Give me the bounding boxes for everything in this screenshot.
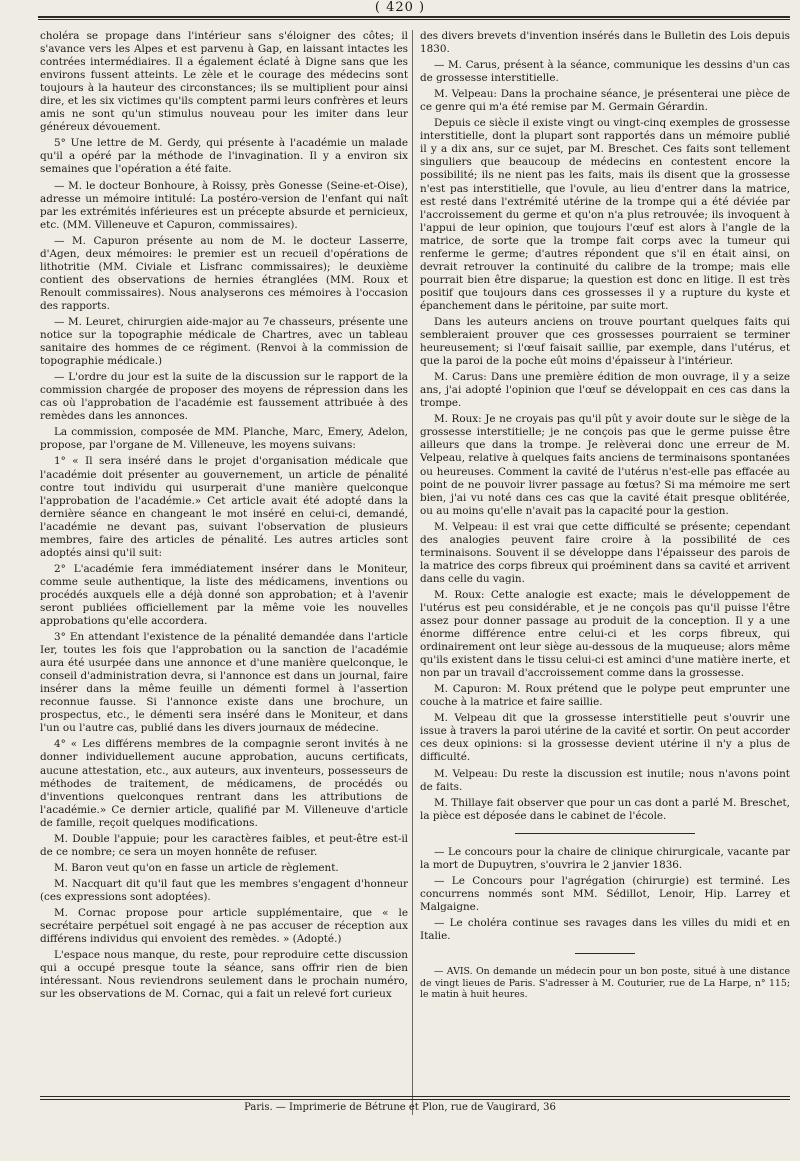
advert: — AVIS. On demande un médecin pour un bon poste, situé à une distance de vingt lieues de Paris. S'adresser à M. Couturier, rue de La Harpe, n° 115; le matin à huit heures. [420,966,790,1001]
paragraph: — M. le docteur Bonhoure, à Roissy, près Gonesse (Seine-et-Oise), adresse un mémoire intitulé: La postéro-version de l'enfant qui naît par les extrémités inférieures est un précepte absurde et pernicieux, etc. (MM. Villeneuve et Capuron, commissaires). [40,179,408,231]
paragraph: — L'ordre du jour est la suite de la discussion sur le rapport de la commission chargée de proposer des moyens de répression dans les cas où l'approbation de l'académie est faussement attribuée à des remèdes dans les annonces. [40,371,408,423]
left-column [40,30,408,1100]
notice: — Le choléra continue ses ravages dans les villes du midi et en Italie. [420,916,790,942]
paragraph: M. Baron veut qu'on en fasse un article de règlement. [54,861,339,874]
paragraph: La commission, composée de MM. Planche, Marc, Emery, Adelon, propose, par l'organe de M. Villeneuve, les moyens suivans: [40,426,408,452]
page-number: ( 420 ) [374,0,426,15]
paragraph: M. Capuron: M. Roux prétend que le polype peut emprunter une couche à la matrice et faire saillie. [420,683,790,709]
right-column [420,30,790,1100]
paragraph: M. Cornac propose pour article supplémentaire, que « le secrétaire perpétuel soit engagé à ne pas accuser de réception aux différens individus qui envoient des remèdes. » (Adopté.) [40,907,408,946]
header-rule [38,16,790,20]
column-divider [412,30,413,1115]
section-separator [575,953,635,954]
paragraph: M. Roux: Je ne croyais pas qu'il pût y avoir doute sur le siège de la grossesse interstitielle; je ne conçois pas que le germe puisse être ailleurs que dans la trompe. Je relèverai donc une erreur de M. Velpeau, relative à quelques faits anciens de terminaisons spontanées ou heureuses. Comment la cavité de l'utérus n'est-elle pas effacée au point de ne pouvoir livrer passage au fœtus? Si ma mémoire me sert bien, j'ai vu noté dans ces cas que la cavité était presque oblitérée, ou au moins qu'elle n'avait pas la capacité pour la gestion. [420,413,790,517]
paragraph: Dans les auteurs anciens on trouve pourtant quelques faits qui sembleraient prouver que ces grossesses pourraient se terminer heureusement; si l'œuf faisait saillie, par exemple, dans l'utérus, et que la paroi de la poche eût moins d'épaisseur à l'intérieur. [420,315,790,368]
notice: — Le concours pour la chaire de clinique chirurgicale, vacante par la mort de Dupuytren, s'ouvrira le 2 janvier 1836. [420,845,790,871]
paragraph: — M. Capuron présente au nom de M. le docteur Lasserre, d'Agen, deux mémoires: le premier est un recueil d'opérations de lithotritie (MM. Civiale et Lisfranc commissaires); le deuxième contient des observations de hernies étranglées (MM. Roux et Renoult commissaires). Nous analyserons ces mémoires à l'occasion des rapports. [40,234,408,312]
section-separator [515,833,695,834]
paragraph: Depuis ce siècle il existe vingt ou vingt-cinq exemples de grossesse interstitielle, dont la plupart sont rapportés dans un mémoire publié il y a dix ans, sur ce sujet, par M. Breschet. Ces faits sont tellement singuliers que beaucoup de médecins en contestent encore la possibilité; ils ne nient pas les faits, mais ils disent que la grossesse n'est pas interstitielle, que l'ovule, au lieu d'entrer dans la matrice, est resté dans l'extrémité utérine de la trompe qui a été déviée par l'accroissement du germe et qu'on n'a plus retrouvée; ils invoquent à l'appui de leur opinion, que toujours l'œuf est alors à l'angle de la matrice, de sorte que la trompe fait corps avec la tumeur qui renferme le germe; d'autres répondent que s'il en était ainsi, on devrait retrouver la continuité du calibre de la trompe; mais elle pourrait bien être disparue; la question est donc en litige. Il est très positif que toujours dans ces grossesses il y a rupture du kyste et épanchement dans le péritoine, par suite mort. [420,117,790,312]
paragraph: M. Velpeau dit que la grossesse interstitielle peut s'ouvrir une issue à travers la paroi utérine de la cavité et sortir. On peut accorder ces deux opinions: si la grossesse devient utérine il n'y a plus de difficulté. [420,712,790,764]
paragraph: M. Thillaye fait observer que pour un cas dont a parlé M. Breschet, la pièce est déposée dans le cabinet de l'école. [420,796,790,822]
paragraph: des divers brevets d'invention insérés dans le Bulletin des Lois depuis 1830. [420,30,790,56]
paragraph: M. Nacquart dit qu'il faut que les membres s'engagent d'honneur (ces expressions sont adoptées). [40,877,408,903]
paragraph: M. Double l'appuie; pour les caractères faibles, et peut-être est-il de ce nombre; ce sera un moyen honnête de refuser. [40,832,408,858]
paragraph: — M. Carus, présent à la séance, communique les dessins d'un cas de grossesse interstitielle. [420,59,790,85]
paragraph: M. Carus: Dans une première édition de mon ouvrage, il y a seize ans, j'ai adopté l'opinion que l'œuf se développait en ces cas dans la trompe. [420,371,790,410]
paragraph: — M. Leuret, chirurgien aide-major au 7e chasseurs, présente une notice sur la topographie médicale de Chartres, avec un tableau sanitaire des hommes de ce régiment. (Renvoi à la commission de topographie médicale.) [40,315,408,368]
paragraph: 2° L'académie fera immédiatement insérer dans le Moniteur, comme seule authentique, la liste des médicamens, inventions ou procédés auxquels elle a déjà donné son approbation; et à l'avenir seront publiées officiellement par la même voie les nouvelles approbations qu'elle accordera. [40,562,408,628]
footer-rule [40,1096,790,1100]
paragraph: choléra se propage dans l'intérieur sans s'éloigner des côtes; il s'avance vers les Alpes et est parvenu à Gap, en laissant intactes les contrées intermédiaires. Il a également éclaté à Digne sans que les environs fussent atteints. Le zèle et le courage des médecins sont toujours à la hauteur des circonstances; ils se multiplient pour ainsi dire, et les six victimes qu'ils comptent parmi leurs confrères et leurs amis ne sont qu'un stimulus nouveau pour les imiter dans leur généreux dévouement. [40,30,408,134]
paragraph: M. Velpeau: Dans la prochaine séance, je présenterai une pièce de ce genre qui m'a été remise par M. Germain Gérardin. [420,88,790,114]
notice: — Le Concours pour l'agrégation (chirurgie) est terminé. Les concurrens nommés sont MM. Sédillot, Lenoir, Hip. Larrey et Malgaigne. [420,874,790,913]
paragraph: L'espace nous manque, du reste, pour reproduire cette discussion qui a occupé presque toute la séance, sans offrir rien de bien intéressant. Nous reviendrons seulement dans le prochain numéro, sur les observations de M. Cornac, qui a fait un relevé fort curieux [40,949,408,1001]
paragraph: M. Roux: Cette analogie est exacte; mais le développement de l'utérus est peu considérable, et je ne conçois pas qu'il puisse l'être assez pour donner passage au produit de la conception. Il y a une énorme différence entre celui-ci et les corps fibreux, qui ordinairement ont leur siège au-dessous de la muqueuse; alors même qu'ils existent dans le tissu celui-ci est aminci d'une matière inerte, et non par un travail d'accroissement comme dans la grossesse. [420,588,790,680]
paragraph: 5° Une lettre de M. Gerdy, qui présente à l'académie un malade qu'il a opéré par la méthode de l'invagination. Il y a environ six semaines que l'opération a été faite. [40,137,408,176]
paragraph: 3° En attendant l'existence de la pénalité demandée dans l'article Ier, toutes les fois que l'approbation ou la sanction de l'académie aura été usurpée dans une annonce et d'une manière quelconque, le conseil d'administration devra, si l'annonce est dans un journal, faire insérer dans la même feuille un démenti formel à l'assertion reconnue fausse. Si l'annonce existe dans une brochure, un prospectus, etc., le démenti sera inséré dans le Moniteur, et dans l'un ou l'autre cas, publié dans les divers journaux de médecine. [40,631,408,735]
paragraph: M. Velpeau: Du reste la discussion est inutile; nous n'avons point de faits. [420,767,790,793]
paragraph: 1° « Il sera inséré dans le projet d'organisation médicale que l'académie doit présenter au gouvernement, un article de pénalité contre tout individu qui usurperait d'une manière quelconque l'approbation de l'académie.» Cet article avait été adopté dans la dernière séance en changeant le mot inséré en celui-ci, demandé, l'académie ne devant pas, suivant l'observation de plusieurs membres, faire des articles de pénalité. Les autres articles sont adoptés ainsi qu'il suit: [40,455,408,559]
paragraph: M. Velpeau: il est vrai que cette difficulté se présente; cependant des analogies peuvent faire croire à la possibilité de ces terminaisons. Souvent il se développe dans l'épaisseur des parois de la matrice des corps fibreux qui proéminent dans sa cavité et arrivent dans celle du vagin. [420,520,790,585]
paragraph: 4° « Les différens membres de la compagnie seront invités à ne donner individuellement aucune approbation, aucuns certificats, aucune attestation, etc., aux auteurs, aux inventeurs, possesseurs de méthodes de traitement, de médicamens, de procédés ou d'inventions quelconques rentrant dans les attributions de l'académie.» Ce dernier article, qualifié par M. Villeneuve d'article de famille, reçoit quelques modifications. [40,738,408,829]
printer-imprint: Paris. — Imprimerie de Bétrune et Plon, rue de Vaugirard, 36 [244,1102,556,1113]
